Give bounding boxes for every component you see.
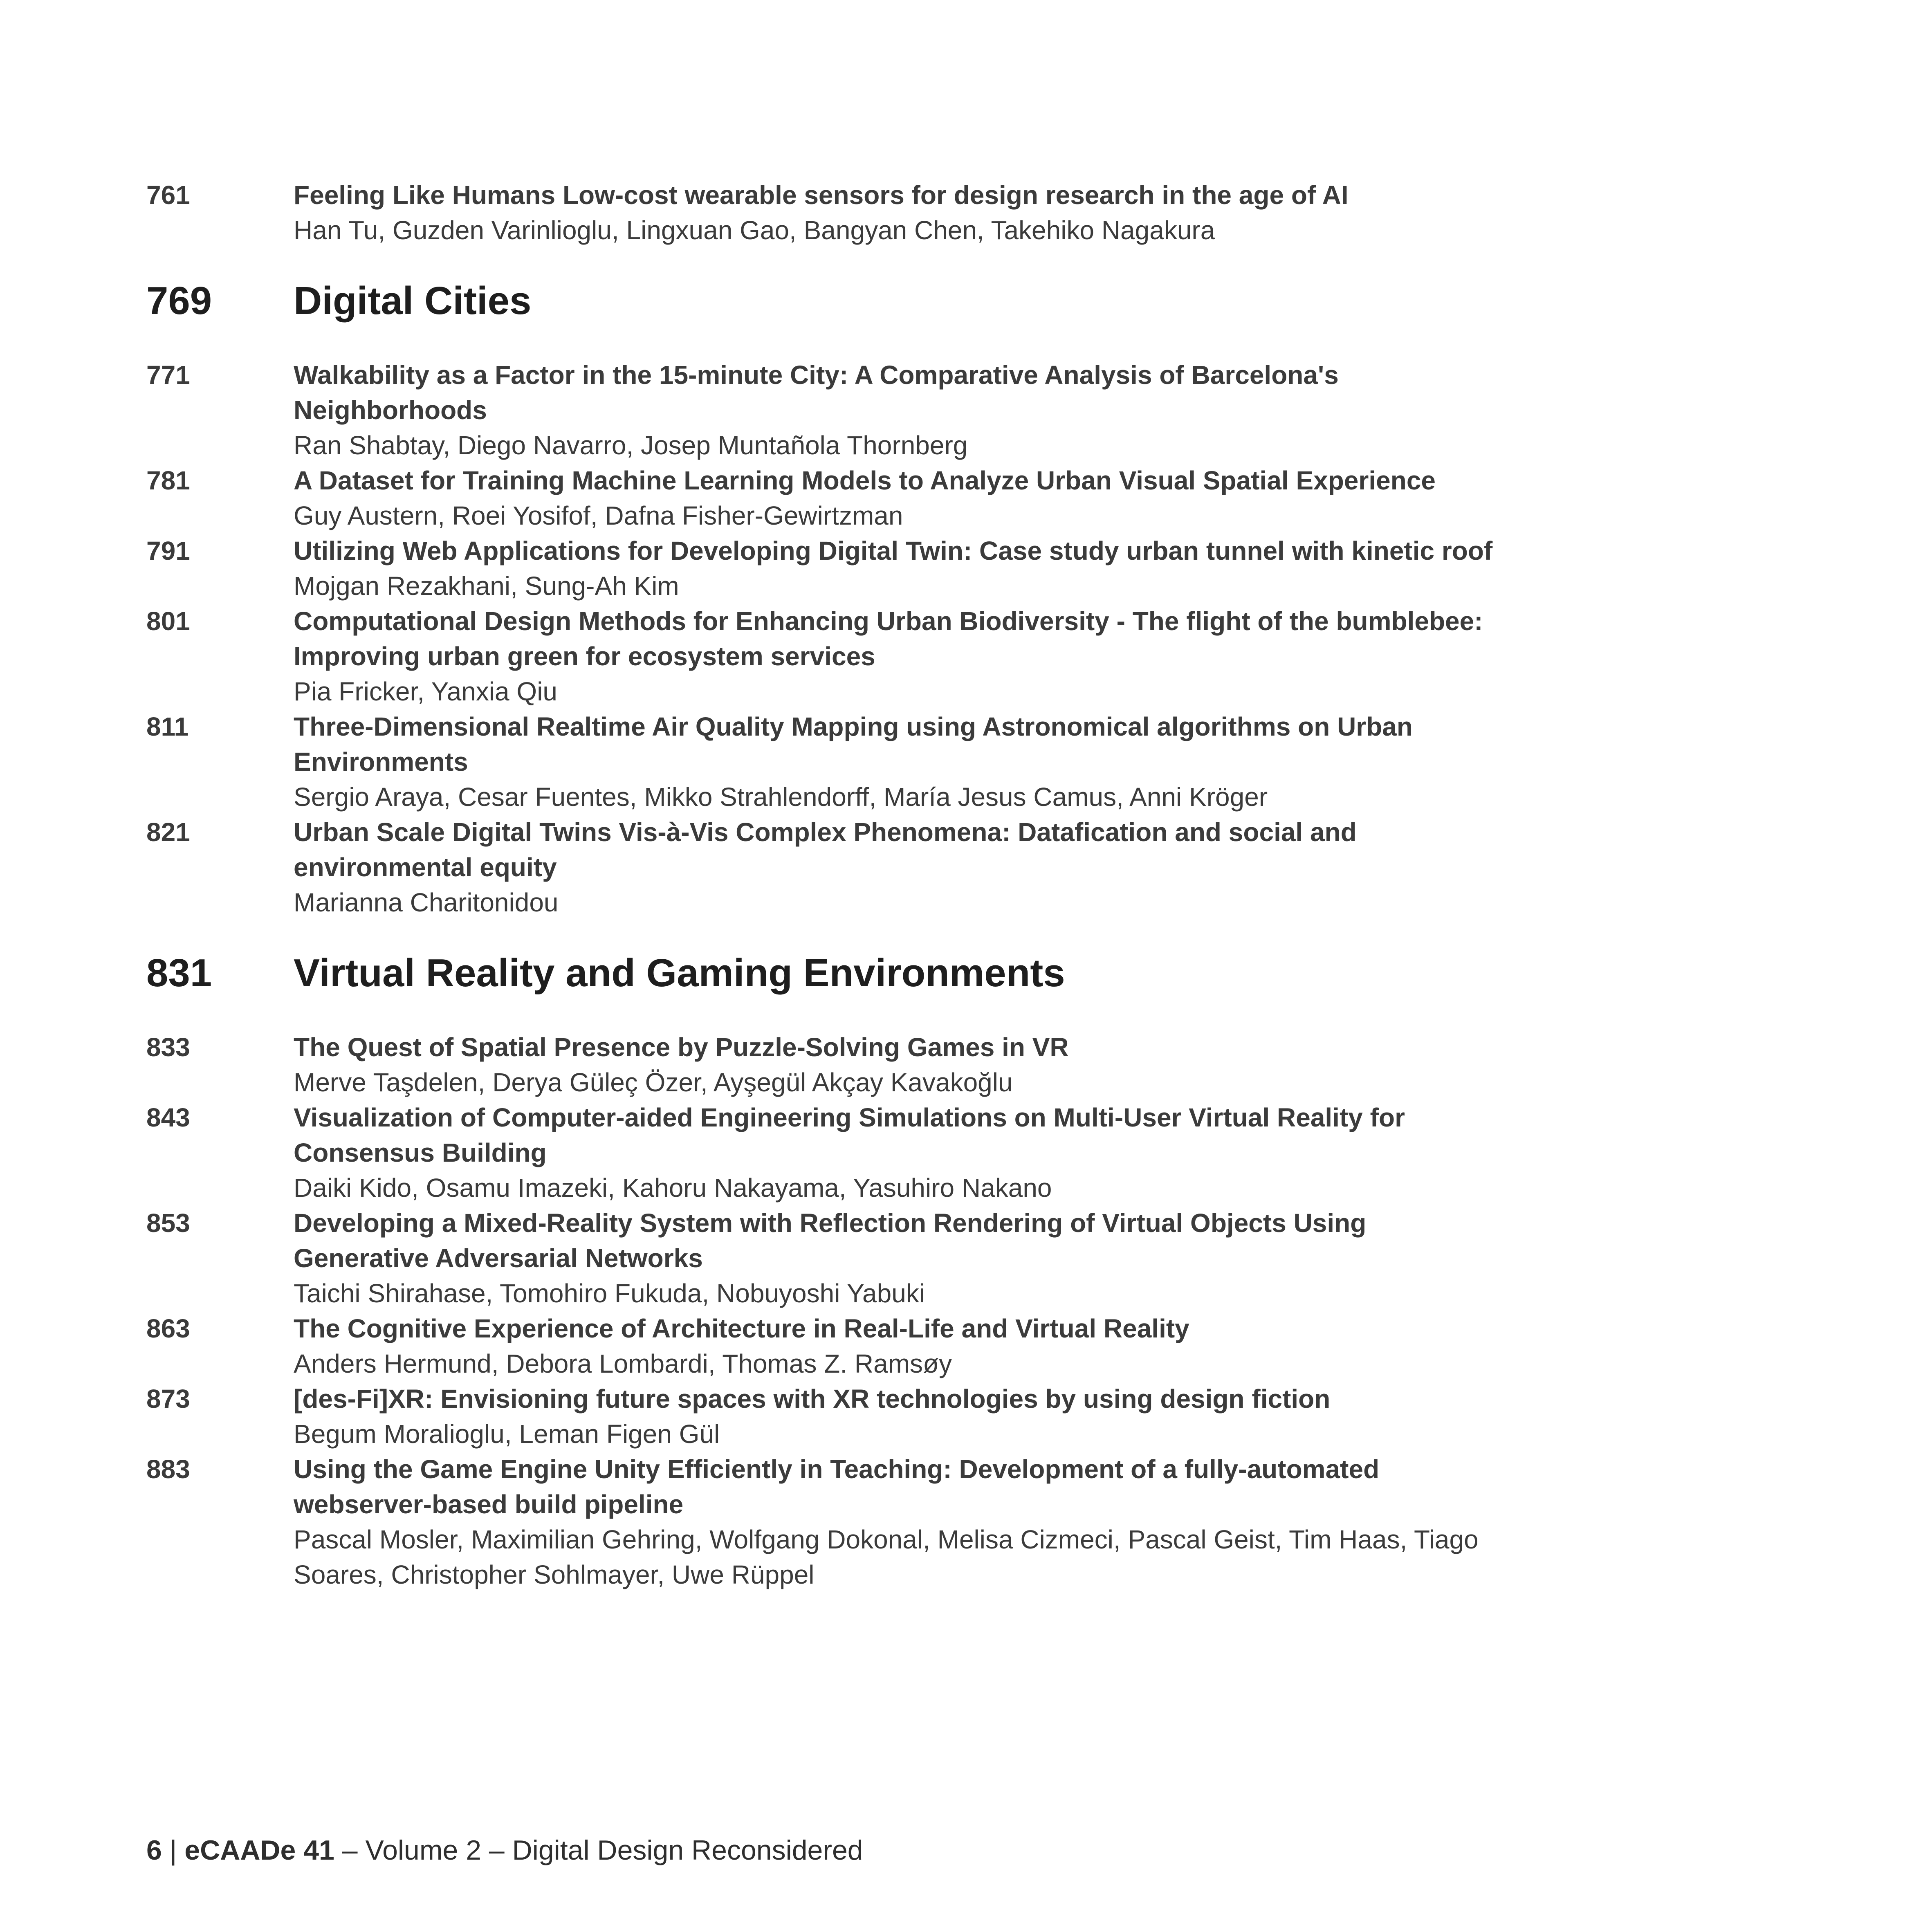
toc-entry: [146, 815, 1496, 920]
toc-entry: [146, 1030, 1496, 1100]
entry-body: [294, 1452, 1496, 1592]
paper-title: Using the Game Engine Unity Efficiently in Teaching: Development of a fully-automated webserver-based build pipeline: [294, 1454, 1380, 1519]
entry-body: [294, 357, 1496, 463]
paper-authors: Taichi Shirahase, Tomohiro Fukuda, Nobuyoshi Yabuki: [294, 1279, 925, 1308]
paper-authors: Mojgan Rezakhani, Sung-Ah Kim: [294, 571, 679, 601]
paper-authors: Pia Fricker, Yanxia Qiu: [294, 677, 557, 706]
entry-body: [294, 1381, 1496, 1452]
paper-title: [des-Fi]XR: Envisioning future spaces with XR technologies by using design fiction: [294, 1384, 1331, 1414]
paper-title: Developing a Mixed-Reality System with Reflection Rendering of Virtual Objects Using Generative Adversarial Networks: [294, 1208, 1367, 1273]
table-of-contents: [146, 177, 1496, 1592]
toc-entry: [146, 533, 1496, 604]
entry-body: [294, 1100, 1496, 1205]
paper-title: Utilizing Web Applications for Developing Digital Twin: Case study urban tunnel with kinetic roof: [294, 536, 1493, 565]
toc-entry: [146, 1311, 1496, 1381]
toc-entry: [146, 357, 1496, 463]
paper-title: Computational Design Methods for Enhancing Urban Biodiversity - The flight of the bumblebee: Improving urban green for ecosystem services: [294, 606, 1483, 671]
paper-title: The Quest of Spatial Presence by Puzzle-Solving Games in VR: [294, 1032, 1069, 1062]
paper-authors: Sergio Araya, Cesar Fuentes, Mikko Strahlendorff, María Jesus Camus, Anni Kröger: [294, 782, 1268, 812]
toc-entry: [146, 709, 1496, 815]
toc-entry: [146, 463, 1496, 533]
paper-title: Urban Scale Digital Twins Vis-à-Vis Complex Phenomena: Datafication and social and environmental equity: [294, 817, 1357, 882]
entry-page-number: 801: [146, 606, 190, 636]
page-footer: [146, 1832, 863, 1869]
entry-body: [294, 1311, 1496, 1381]
entry-body: [294, 177, 1496, 248]
entry-page-number: 863: [146, 1314, 190, 1343]
paper-authors: Daiki Kido, Osamu Imazeki, Kahoru Nakayama, Yasuhiro Nakano: [294, 1173, 1052, 1203]
entry-page-number: 821: [146, 817, 190, 847]
paper-title: Three-Dimensional Realtime Air Quality Mapping using Astronomical algorithms on Urban Environments: [294, 712, 1413, 776]
entry-page-number: 843: [146, 1103, 190, 1132]
paper-authors: Anders Hermund, Debora Lombardi, Thomas Z. Ramsøy: [294, 1349, 952, 1378]
paper-title: Walkability as a Factor in the 15-minute City: A Comparative Analysis of Barcelona's Neighborhoods: [294, 360, 1339, 425]
section-heading: [146, 949, 1496, 998]
footer-volume-title: – Volume 2 – Digital Design Reconsidered: [334, 1835, 863, 1866]
entry-body: [294, 815, 1496, 920]
section-title: Digital Cities: [294, 279, 532, 323]
paper-authors: Pascal Mosler, Maximilian Gehring, Wolfgang Dokonal, Melisa Cizmeci, Pascal Geist, Tim Haas, Tiago Soares, Christopher Sohlmayer, Uwe Rüppel: [294, 1525, 1479, 1589]
toc-entry: [146, 1100, 1496, 1205]
entry-page-number: 771: [146, 360, 190, 390]
entry-page-number: 853: [146, 1208, 190, 1238]
footer-separator: |: [162, 1835, 185, 1866]
section-page-number: 769: [146, 279, 212, 323]
entry-page-number: 883: [146, 1454, 190, 1484]
toc-entry: [146, 1452, 1496, 1592]
section-title: Virtual Reality and Gaming Environments: [294, 951, 1065, 995]
toc-entry: [146, 604, 1496, 709]
toc-entry: [146, 177, 1496, 248]
entry-body: [294, 1205, 1496, 1311]
paper-authors: Marianna Charitonidou: [294, 888, 559, 917]
section-page-number: 831: [146, 951, 212, 995]
paper-title: Feeling Like Humans Low-cost wearable sensors for design research in the age of AI: [294, 180, 1349, 210]
entry-page-number: 873: [146, 1384, 190, 1414]
section-heading: [146, 276, 1496, 325]
paper-authors: Ran Shabtay, Diego Navarro, Josep Muntañola Thornberg: [294, 431, 968, 460]
toc-entry: [146, 1381, 1496, 1452]
entry-page-number: 761: [146, 180, 190, 210]
paper-authors: Guy Austern, Roei Yosifof, Dafna Fisher-Gewirtzman: [294, 501, 903, 530]
entry-page-number: 781: [146, 466, 190, 495]
entry-body: [294, 604, 1496, 709]
paper-title: A Dataset for Training Machine Learning Models to Analyze Urban Visual Spatial Experience: [294, 466, 1436, 495]
paper-authors: Merve Taşdelen, Derya Güleç Özer, Ayşegül Akçay Kavakoğlu: [294, 1068, 1013, 1097]
entry-body: [294, 533, 1496, 604]
paper-authors: Begum Moralioglu, Leman Figen Gül: [294, 1419, 720, 1449]
entry-body: [294, 463, 1496, 533]
toc-entry: [146, 1205, 1496, 1311]
entry-body: [294, 1030, 1496, 1100]
paper-authors: Han Tu, Guzden Varinlioglu, Lingxuan Gao, Bangyan Chen, Takehiko Nagakura: [294, 215, 1215, 245]
footer-page-number: 6: [146, 1835, 162, 1866]
footer-series: eCAADe 41: [184, 1835, 334, 1866]
entry-page-number: 811: [146, 712, 189, 741]
entry-page-number: 791: [146, 536, 190, 565]
entry-page-number: 833: [146, 1032, 190, 1062]
paper-title: Visualization of Computer-aided Engineering Simulations on Multi-User Virtual Reality for Consensus Building: [294, 1103, 1405, 1167]
entry-body: [294, 709, 1496, 815]
paper-title: The Cognitive Experience of Architecture in Real-Life and Virtual Reality: [294, 1314, 1189, 1343]
